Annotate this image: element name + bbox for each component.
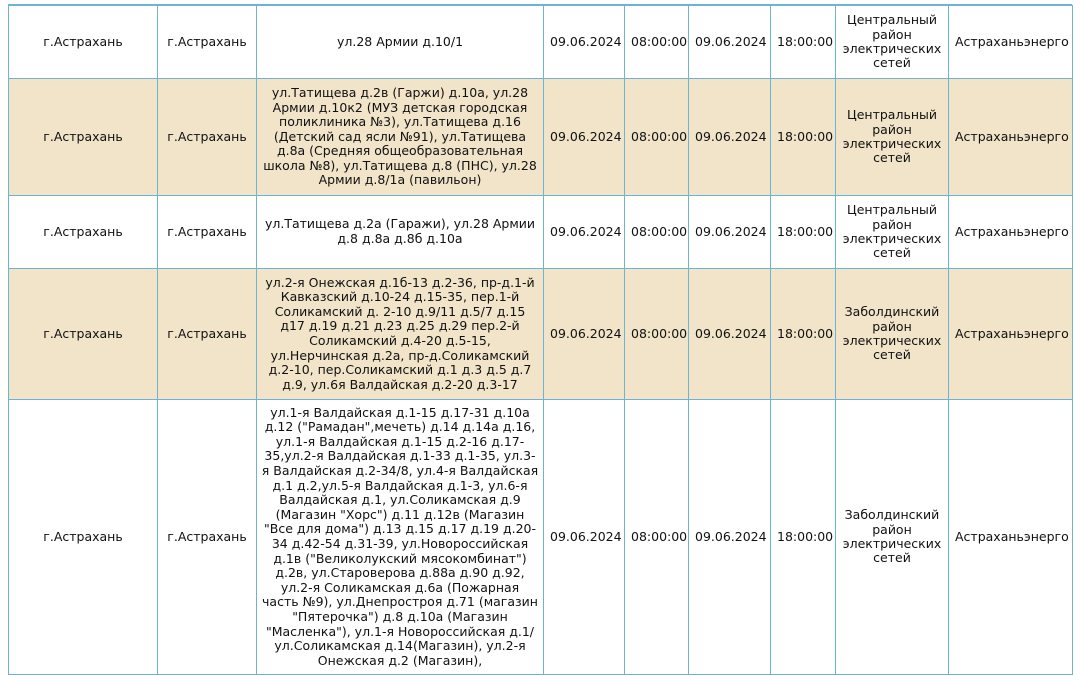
table-row [9, 79, 1073, 196]
locality-cell: г.Астрахань [158, 269, 257, 400]
start-date-cell: 09.06.2024 [544, 6, 625, 79]
start-time-cell: 08:00:00 [625, 196, 689, 269]
network-district-cell: Центральный район электрических сетей [836, 6, 949, 79]
network-district-cell: Центральный район электрических сетей [836, 79, 949, 196]
end-date-cell: 09.06.2024 [689, 269, 771, 400]
network-district-cell: Заболдинский район электрических сетей [836, 269, 949, 400]
outage-schedule-table [8, 5, 1073, 675]
organization-cell: Астраханьэнерго [949, 400, 1073, 675]
locality-cell: г.Астрахань [158, 79, 257, 196]
locality-cell: г.Астрахань [158, 6, 257, 79]
address-cell: ул.2-я Онежская д.1б-13 д.2-36, пр-д.1-й Кавказский д.10-24 д.15-35, пер.1-й Соликамский д. 2-10 д.9/11 д.5/7 д.15 д17 д.19 д.21 д.23 д.25 д.29 пер.2-й Соликамский д.4-20 д.5-15, ул.Нерчинская д.2а, пр-д.Соликамский д.2-10, пер.Соликамский д.1 д.3 д.5 д.7 д.9, ул.6я Валдайская д.2-20 д.3-17 [257, 269, 544, 400]
address-cell: ул.1-я Валдайская д.1-15 д.17-31 д.10а д.12 ("Рамадан",мечеть) д.14 д.14а д.16, ул.1-я Валдайская д.1-15 д.2-16 д.17-35,ул.2-я Валдайская д.1-33 д.1-35, ул.3-я Валдайская д.2-34/8, ул.4-я Валдайская д.1 д.2,ул.5-я Валдайская д.1-3, ул.6-я Валдайская д.1, ул.Соликамская д.9 (Магазин "Хорс") д.11 д.12в (Магазин "Все для дома") д.13 д.15 д.17 д.19 д.20-34 д.42-54 д.31-39, ул.Новороссийская д.1в ("Великолукский мясокомбинат") д.2в, ул.Староверова д.88а д.90 д.92, ул.2-я Соликамская д.6а (Пожарная часть №9), ул.Днепростроя д.71 (магазин "Пятерочка") д.8 д.10а (Магазин "Масленка"), ул.1-я Новороссийская д.1/ ул.Соликамская д.14(Магазин), ул.2-я Онежская д.2 (Магазин), [257, 400, 544, 675]
start-time-cell: 08:00:00 [625, 400, 689, 675]
table-row [9, 196, 1073, 269]
address-cell: ул.28 Армии д.10/1 [257, 6, 544, 79]
settlement-cell: г.Астрахань [9, 400, 158, 675]
start-time-cell: 08:00:00 [625, 269, 689, 400]
start-date-cell: 09.06.2024 [544, 196, 625, 269]
table-row [9, 400, 1073, 675]
settlement-cell: г.Астрахань [9, 6, 158, 79]
start-date-cell: 09.06.2024 [544, 79, 625, 196]
network-district-cell: Центральный район электрических сетей [836, 196, 949, 269]
settlement-cell: г.Астрахань [9, 196, 158, 269]
start-time-cell: 08:00:00 [625, 79, 689, 196]
settlement-cell: г.Астрахань [9, 269, 158, 400]
end-time-cell: 18:00:00 [771, 6, 836, 79]
end-time-cell: 18:00:00 [771, 79, 836, 196]
settlement-cell: г.Астрахань [9, 79, 158, 196]
organization-cell: Астраханьэнерго [949, 6, 1073, 79]
locality-cell: г.Астрахань [158, 400, 257, 675]
start-time-cell: 08:00:00 [625, 6, 689, 79]
address-cell: ул.Татищева д.2а (Гаражи), ул.28 Армии д.8 д.8а д.8б д.10а [257, 196, 544, 269]
start-date-cell: 09.06.2024 [544, 269, 625, 400]
end-date-cell: 09.06.2024 [689, 196, 771, 269]
table-row [9, 6, 1073, 79]
locality-cell: г.Астрахань [158, 196, 257, 269]
end-date-cell: 09.06.2024 [689, 6, 771, 79]
end-time-cell: 18:00:00 [771, 196, 836, 269]
table-row [9, 269, 1073, 400]
organization-cell: Астраханьэнерго [949, 269, 1073, 400]
network-district-cell: Заболдинский район электрических сетей [836, 400, 949, 675]
end-time-cell: 18:00:00 [771, 400, 836, 675]
address-cell: ул.Татищева д.2в (Гаржи) д.10а, ул.28 Армии д.10к2 (МУЗ детская городская поликлиника №3), ул.Татищева д.16 (Детский сад ясли №91), ул.Татищева д.8а (Средняя общеобразовательная школа №8), ул.Татищева д.8 (ПНС), ул.28 Армии д.8/1а (павильон) [257, 79, 544, 196]
start-date-cell: 09.06.2024 [544, 400, 625, 675]
end-date-cell: 09.06.2024 [689, 79, 771, 196]
end-time-cell: 18:00:00 [771, 269, 836, 400]
organization-cell: Астраханьэнерго [949, 79, 1073, 196]
end-date-cell: 09.06.2024 [689, 400, 771, 675]
organization-cell: Астраханьэнерго [949, 196, 1073, 269]
